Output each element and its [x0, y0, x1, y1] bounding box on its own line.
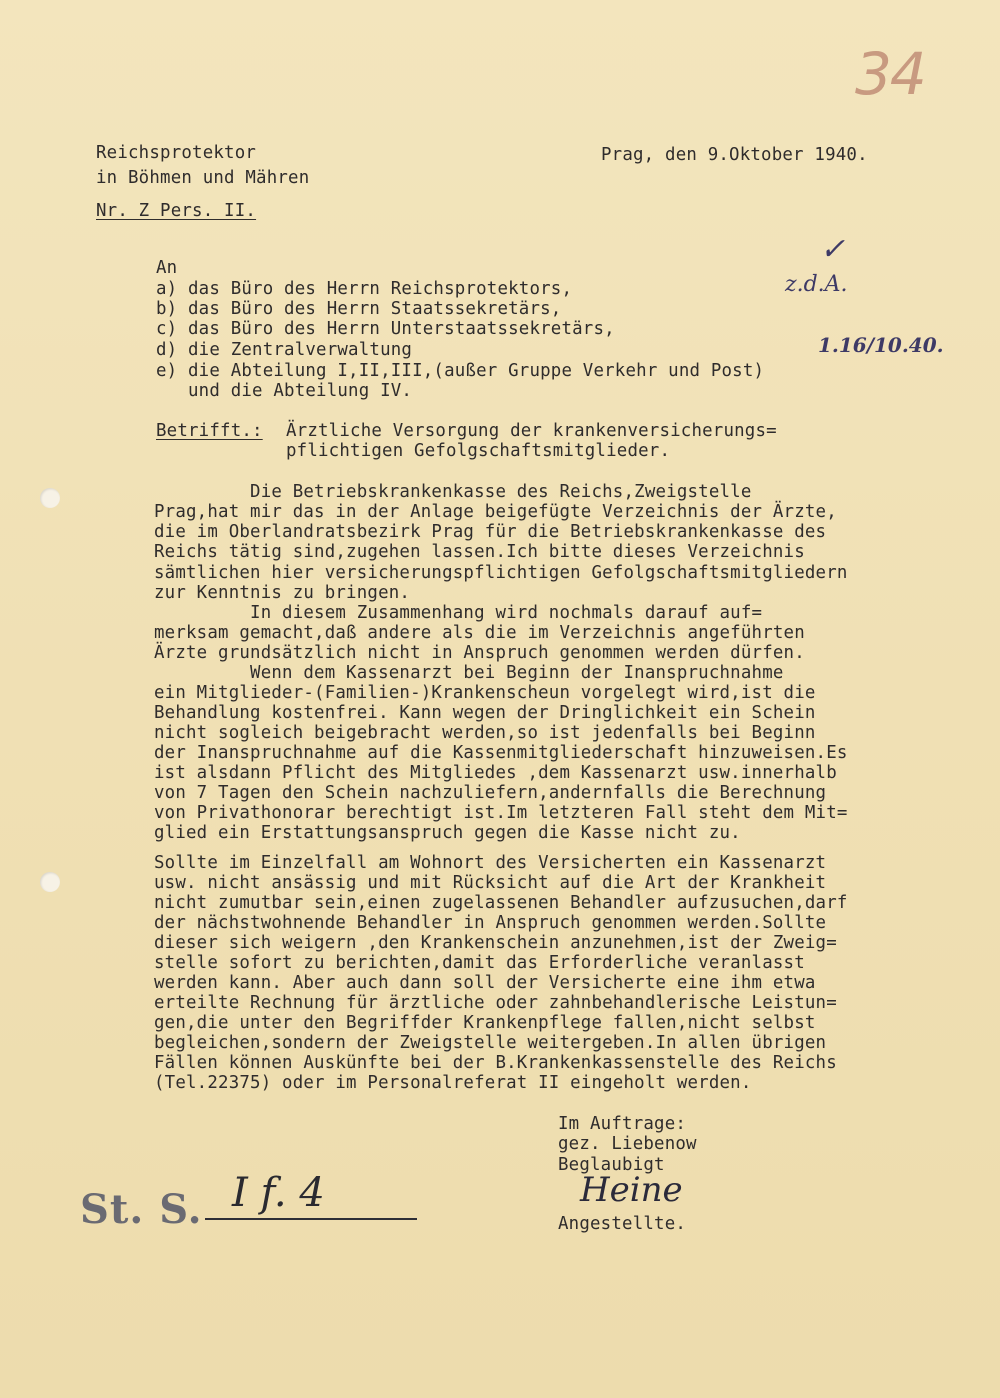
stamp-underline	[205, 1218, 417, 1220]
body-line: (Tel.22375) oder im Personalreferat II eingeholt werden.	[154, 1073, 752, 1093]
recipient-item: b) das Büro des Herrn Staatssekretärs,	[156, 299, 562, 319]
reference-number: Nr. Z Pers. II.	[96, 201, 257, 221]
body-line: glied ein Erstattungsanspruch gegen die Kasse nicht zu.	[154, 823, 741, 843]
body-line: ein Mitglieder-(Familien-)Krankenscheun vorgelegt wird,ist die	[154, 683, 816, 703]
body-line: nicht sogleich beigebracht werden,so ist jedenfalls bei Beginn	[154, 723, 816, 743]
body-line: Wenn dem Kassenarzt bei Beginn der Inanspruchnahme	[154, 663, 784, 683]
subject-label: Betrifft.:	[156, 421, 263, 441]
body-line: der Inanspruchnahme auf die Kassenmitgliederschaft hinzuweisen.Es	[154, 743, 848, 763]
signature-line: Angestellte.	[558, 1214, 687, 1234]
body-line: von 7 Tagen den Schein nachzuliefern,andernfalls die Berechnung	[154, 783, 827, 803]
punch-hole	[40, 872, 60, 892]
body-line: zur Kenntnis zu bringen.	[154, 583, 411, 603]
margin-note-line-1: z.d.A.	[785, 272, 848, 297]
body-line: nicht zumutbar sein,einen zugelassenen Behandler aufzusuchen,darf	[154, 893, 848, 913]
recipient-item: c) das Büro des Herrn Unterstaatssekretärs,	[156, 319, 615, 339]
registry-stamp	[80, 1186, 203, 1233]
body-line: der nächstwohnende Behandler in Anspruch genommen werden.Sollte	[154, 913, 827, 933]
punch-hole	[40, 488, 60, 508]
body-line: dieser sich weigern ,den Krankenschein anzunehmen,ist der Zweig=	[154, 933, 837, 953]
recipient-item: d) die Zentralverwaltung	[156, 340, 413, 360]
signature-line: Im Auftrage:	[558, 1114, 687, 1134]
initials-mark: ✓	[820, 232, 846, 267]
body-line: Die Betriebskrankenkasse des Reichs,Zweigstelle	[154, 482, 752, 502]
subject-line-1: Ärztliche Versorgung der krankenversicherungs=	[286, 421, 777, 441]
signature-line: gez. Liebenow	[558, 1134, 697, 1154]
body-line: In diesem Zusammenhang wird nochmals darauf auf=	[154, 603, 763, 623]
recipient-heading: An	[156, 258, 178, 278]
body-line: Sollte im Einzelfall am Wohnort des Versicherten ein Kassenarzt	[154, 853, 827, 873]
body-line: Reichs tätig sind,zugehen lassen.Ich bitte dieses Verzeichnis	[154, 542, 805, 562]
body-line: Ärzte grundsätzlich nicht in Anspruch genommen werden dürfen.	[154, 643, 805, 663]
stamp-prefix: St. S.	[80, 1186, 203, 1233]
body-line: die im Oberlandratsbezirk Prag für die Betriebskrankenkasse des	[154, 522, 827, 542]
folio-number: 34	[855, 40, 925, 108]
body-line: usw. nicht ansässig und mit Rücksicht auf die Art der Krankheit	[154, 873, 827, 893]
body-line: merksam gemacht,daß andere als die im Verzeichnis angeführten	[154, 623, 805, 643]
stamp-handwriting: I f. 4	[232, 1170, 325, 1216]
date-line: Prag, den 9.Oktober 1940.	[601, 145, 868, 165]
body-line: ist alsdann Pflicht des Mitgliedes ,dem Kassenarzt usw.innerhalb	[154, 763, 837, 783]
recipient-item: e) die Abteilung I,II,III,(außer Gruppe Verkehr und Post)	[156, 361, 765, 381]
recipient-item: und die Abteilung IV.	[156, 381, 413, 401]
body-line: werden kann. Aber auch dann soll der Versicherte eine ihm etwa	[154, 973, 816, 993]
subject-line-2: pflichtigen Gefolgschaftsmitglieder.	[286, 441, 671, 461]
body-line: gen,die unter den Begriffder Krankenpflege fallen,nicht selbst	[154, 1013, 816, 1033]
body-line: stelle sofort zu berichten,damit das Erforderliche veranlasst	[154, 953, 805, 973]
body-line: Prag,hat mir das in der Anlage beigefügte Verzeichnis der Ärzte,	[154, 502, 837, 522]
sender-line-2: in Böhmen und Mähren	[96, 168, 310, 188]
body-line: Behandlung kostenfrei. Kann wegen der Dringlichkeit ein Schein	[154, 703, 816, 723]
sender-line-1: Reichsprotektor	[96, 143, 257, 163]
body-line: erteilte Rechnung für ärztliche oder zahnbehandlerische Leistun=	[154, 993, 837, 1013]
body-line: Fällen können Auskünfte bei der B.Krankenkassenstelle des Reichs	[154, 1053, 837, 1073]
handwritten-signature: Heine	[580, 1170, 683, 1210]
recipient-item: a) das Büro des Herrn Reichsprotektors,	[156, 279, 573, 299]
signature-line: Beglaubigt	[558, 1155, 665, 1175]
body-line: sämtlichen hier versicherungspflichtigen Gefolgschaftsmitgliedern	[154, 563, 848, 583]
body-line: von Privathonorar berechtigt ist.Im letzteren Fall steht dem Mit=	[154, 803, 848, 823]
margin-note-line-2: 1.16/10.40.	[818, 333, 944, 357]
body-line: begleichen,sondern der Zweigstelle weitergeben.In allen übrigen	[154, 1033, 827, 1053]
